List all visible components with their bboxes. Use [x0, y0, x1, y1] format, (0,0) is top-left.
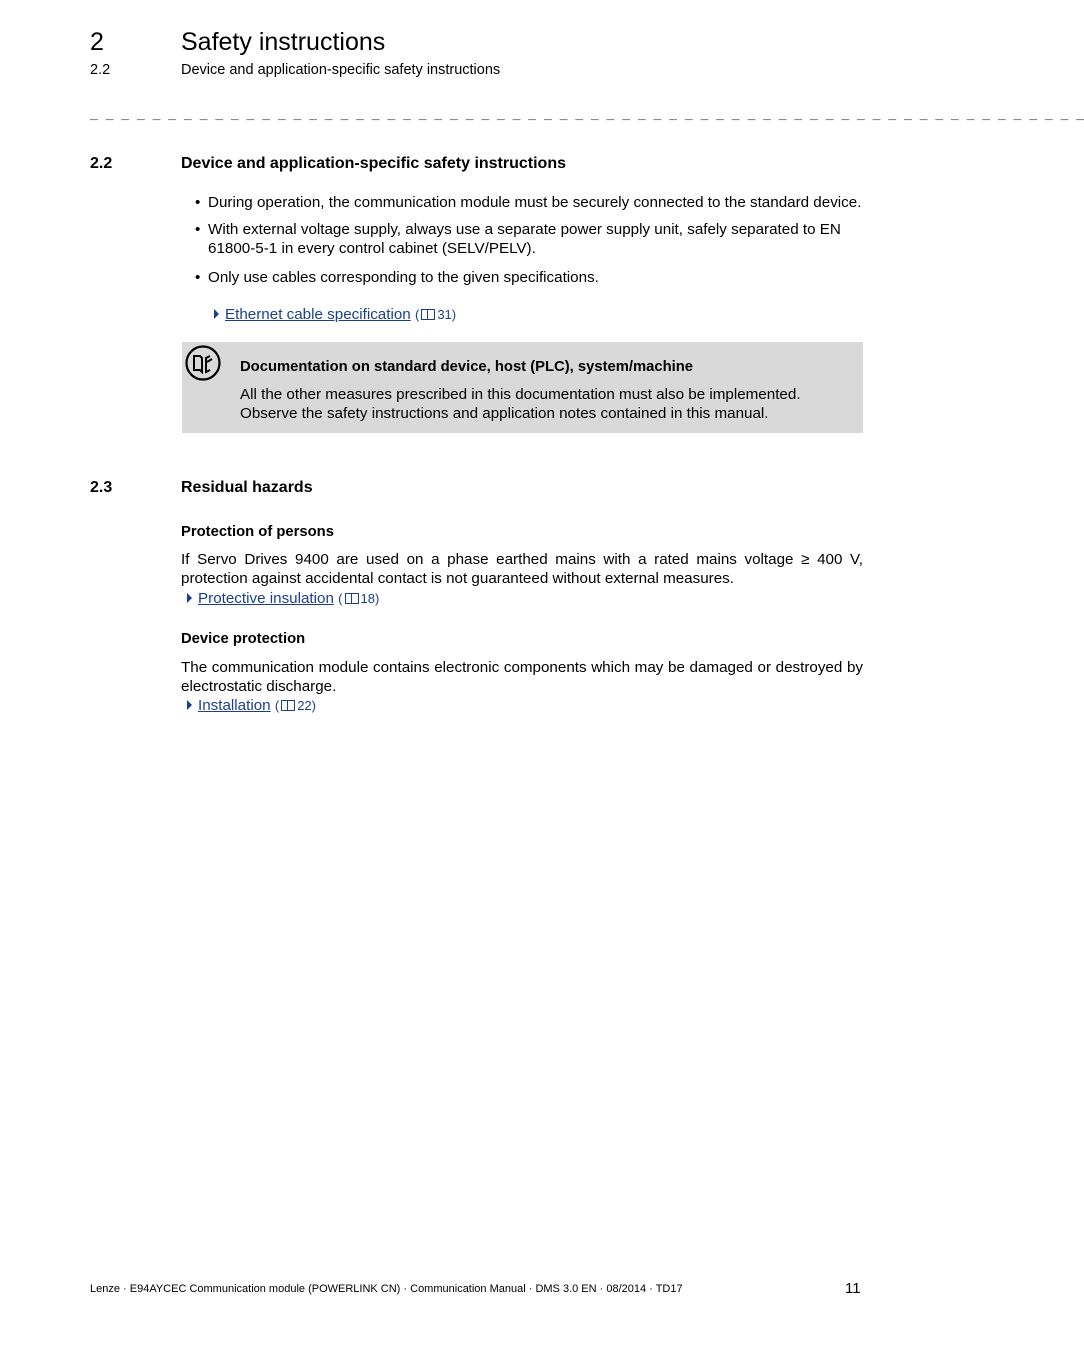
section-2-3-number: 2.3 [90, 479, 113, 496]
page-reference: ( 18) [338, 591, 380, 606]
arrow-right-icon [187, 700, 192, 710]
section-2-2-number: 2.2 [90, 155, 113, 172]
header-divider: _ _ _ _ _ _ _ _ _ _ _ _ _ _ _ _ _ _ _ _ _ _ _ _ _ _ _ _ _ _ _ _ _ _ _ _ _ _ _ _ _ _ _ _ _ _ _ _ _ _ _ _ _ _ _ _ _ _ _ _ _ _ _ _ [90, 106, 1084, 121]
safety-bullet-list [193, 193, 863, 295]
book-icon [281, 700, 295, 711]
arrow-right-icon [187, 593, 192, 603]
device-protection-heading: Device protection [181, 631, 306, 647]
bullet-text: Only use cables corresponding to the given specifications. [208, 269, 599, 286]
footer-text: Lenze · E94AYCEC Communication module (POWERLINK CN) · Communication Manual · DMS 3.0 EN · 08/2014 · TD17 [90, 1283, 683, 1295]
book-icon [345, 593, 359, 604]
documentation-note-box [182, 342, 863, 433]
xref-ethernet-cable [214, 305, 456, 324]
bullet-icon: • [195, 194, 201, 211]
note-line: All the other measures prescribed in this documentation must also be implemented. [240, 386, 801, 403]
xref-installation [187, 696, 316, 715]
link-ethernet-cable-specification[interactable]: Ethernet cable specification [225, 306, 411, 323]
bullet-icon: • [195, 269, 201, 286]
section-2-2-title: Device and application-specific safety instructions [181, 155, 566, 172]
header-section-number: 2.2 [90, 62, 111, 78]
bullet-item [193, 268, 863, 287]
bullet-text: During operation, the communication module must be securely connected to the standard device. [208, 194, 862, 211]
section-2-3-title: Residual hazards [181, 479, 313, 496]
note-heading: Documentation on standard device, host (PLC), system/machine [240, 359, 694, 375]
bullet-icon: • [195, 221, 201, 238]
bullet-item [193, 193, 863, 212]
bullet-text: With external voltage supply, always use a separate power supply unit, safely separated to EN 61800-5-1 in every control cabinet (SELV/PELV). [208, 221, 841, 257]
book-icon [421, 309, 435, 320]
chapter-number: 2 [90, 28, 104, 56]
chapter-title: Safety instructions [181, 28, 386, 56]
page-number: 11 [845, 1280, 861, 1297]
protection-of-persons-text: If Servo Drives 9400 are used on a phase earthed mains with a rated mains voltage ≥ 400 V, protection against accidental contact is not guaranteed without external measures. [181, 551, 863, 587]
note-line: Observe the safety instructions and application notes contained in this manual. [240, 405, 769, 422]
link-installation[interactable]: Installation [198, 697, 271, 714]
note-body [240, 385, 850, 423]
device-protection-text: The communication module contains electronic components which may be damaged or destroyed by electrostatic discharge. [181, 659, 863, 695]
documentation-note-icon [185, 345, 221, 381]
page-reference: ( 31) [414, 307, 457, 322]
xref-protective-insulation [187, 589, 379, 608]
header-section-title: Device and application-specific safety instructions [181, 62, 501, 78]
protection-of-persons-heading: Protection of persons [181, 524, 334, 540]
page-reference: ( 22) [274, 698, 316, 713]
arrow-right-icon [214, 309, 219, 319]
link-protective-insulation[interactable]: Protective insulation [198, 590, 334, 607]
bullet-item [193, 220, 863, 258]
